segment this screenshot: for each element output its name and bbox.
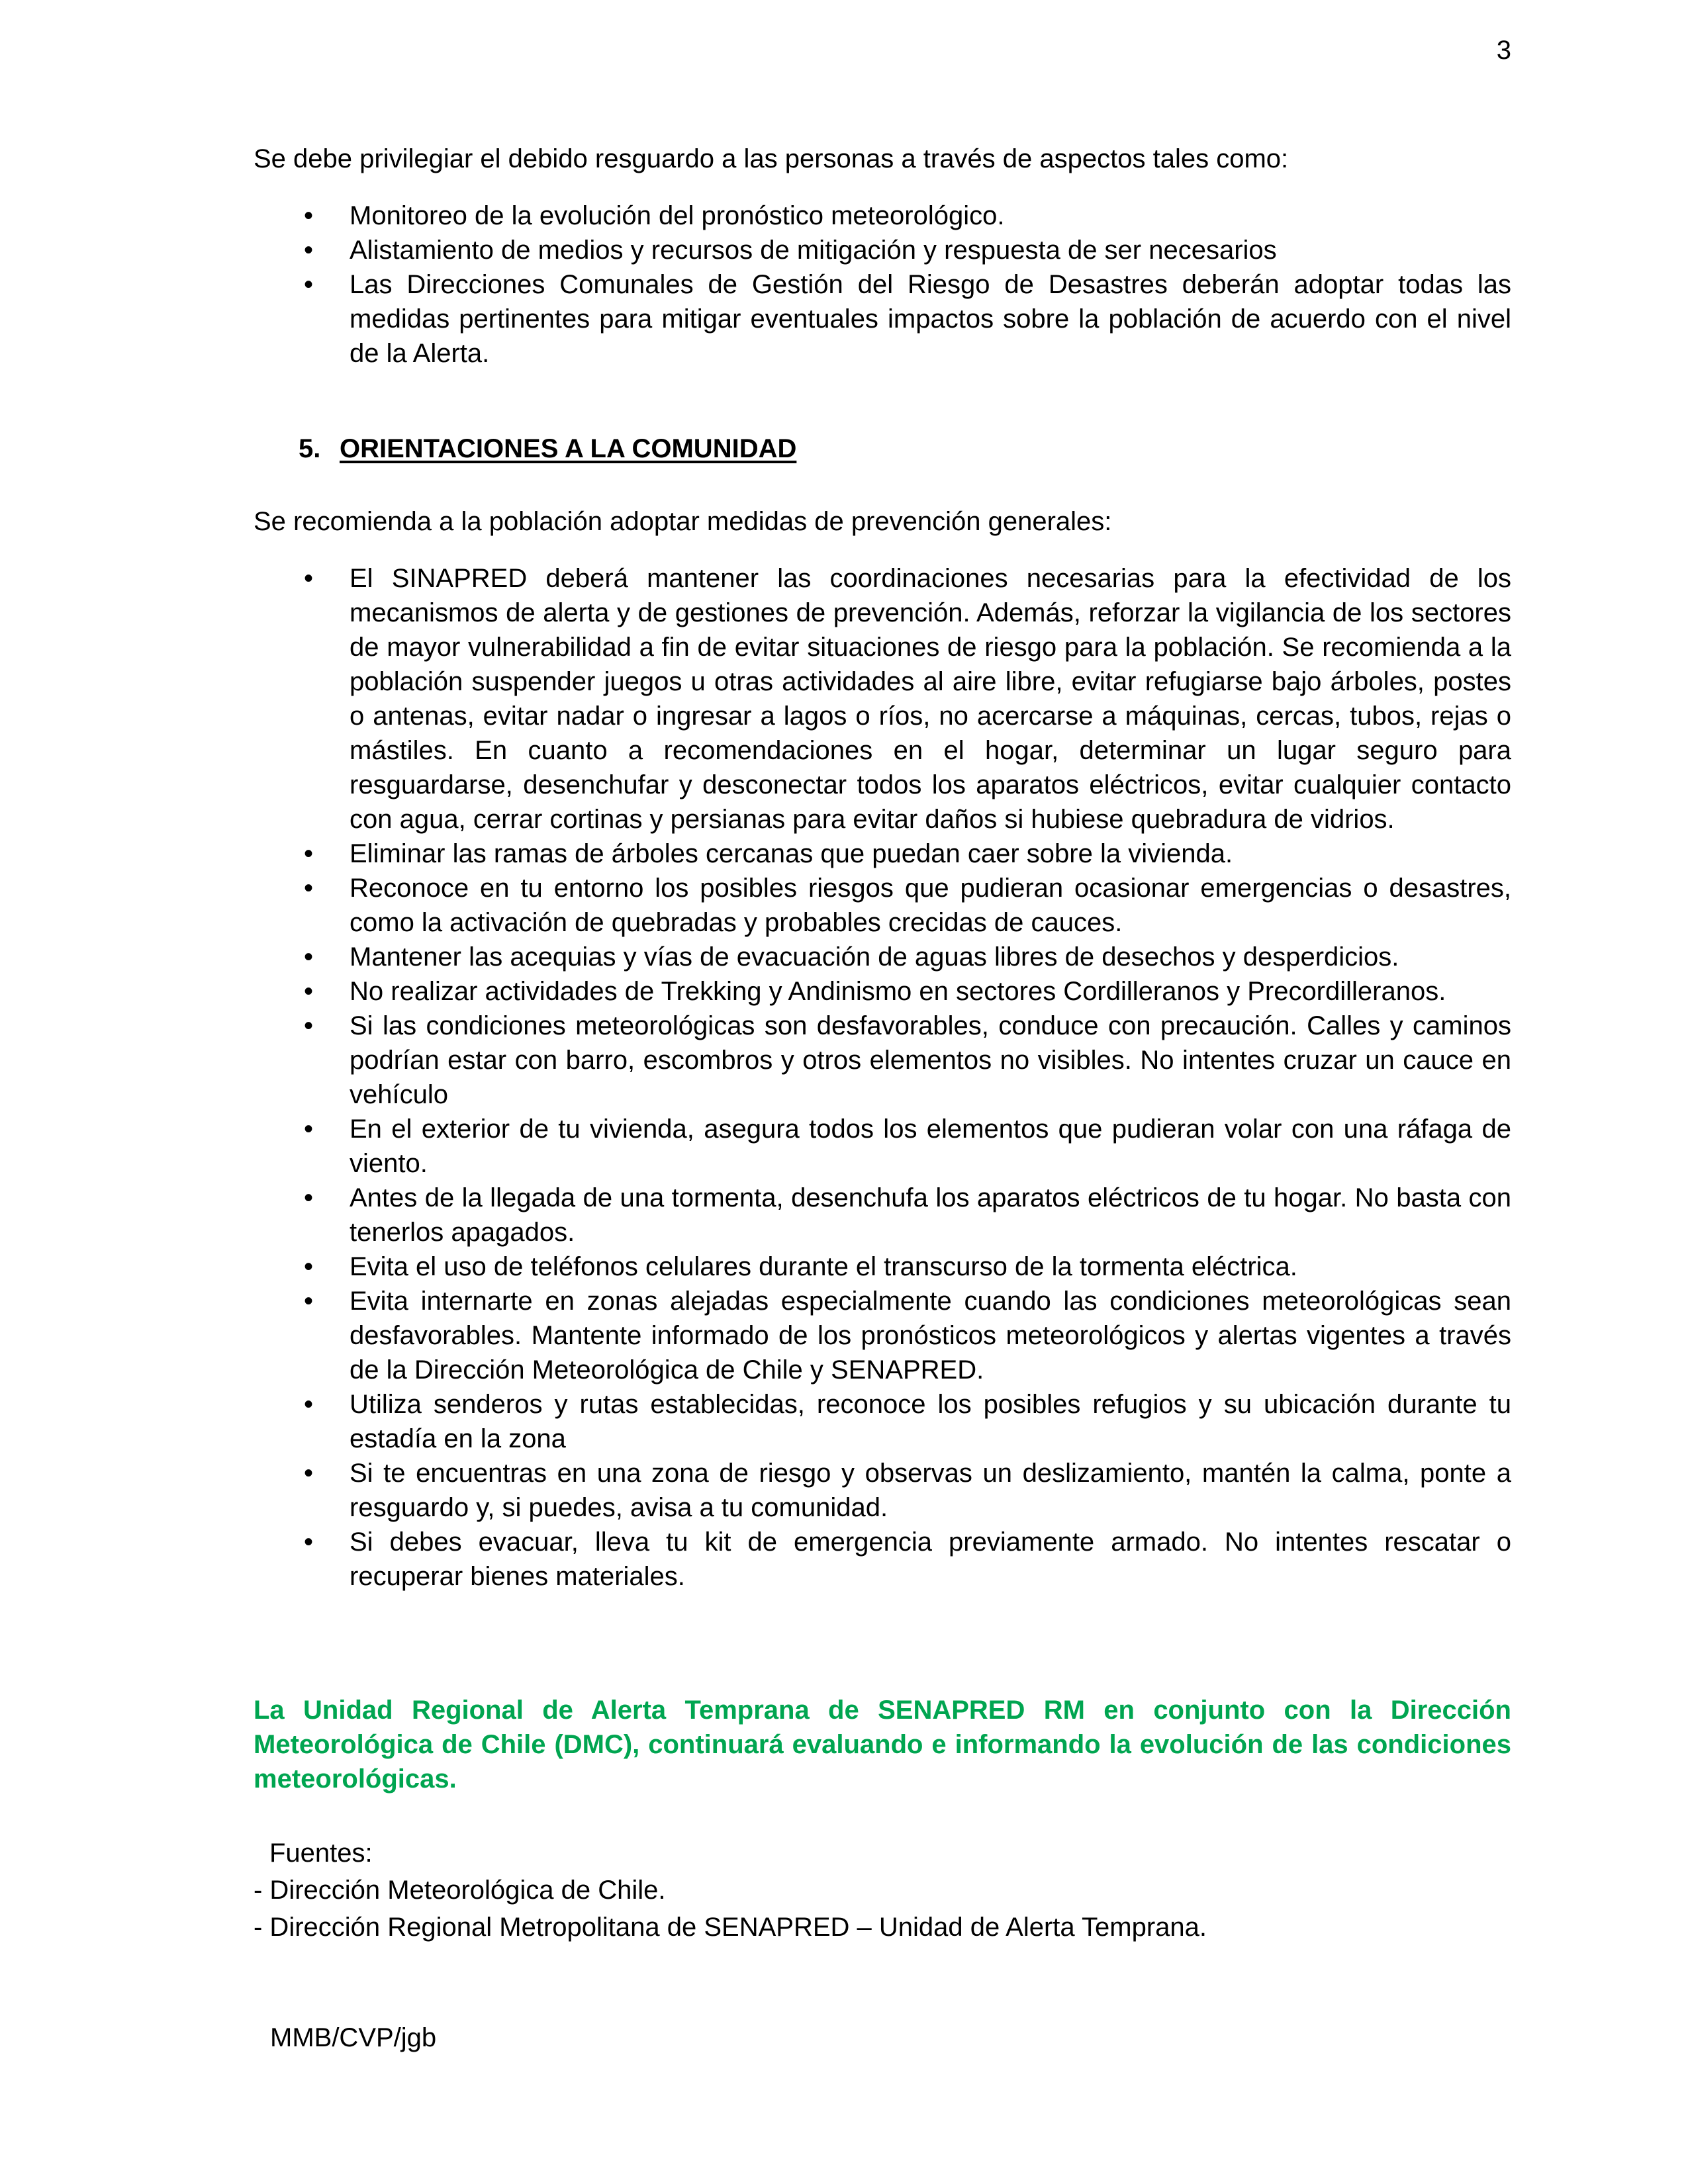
list-item-text: Utiliza senderos y rutas establecidas, reconoce los posibles refugios y su ubicación durante tu estadía en la zona — [350, 1390, 1511, 1453]
list-item — [254, 1112, 1511, 1181]
bullet-icon: • — [304, 270, 314, 299]
spacer — [254, 1594, 1511, 1693]
bullet-icon: • — [304, 839, 314, 868]
section-number: 5. — [299, 434, 321, 463]
bullet-icon: • — [304, 1287, 314, 1316]
list-item — [254, 1250, 1511, 1284]
list-item-text: Eliminar las ramas de árboles cercanas que puedan caer sobre la vivienda. — [350, 839, 1233, 868]
list-item — [254, 1284, 1511, 1387]
section-title: ORIENTACIONES A LA COMUNIDAD — [340, 434, 797, 463]
bullet-icon: • — [304, 201, 314, 230]
list-item-text: Evita internarte en zonas alejadas especialmente cuando las condiciones meteorológicas sean desfavorables. Mantente informado de los pronósticos meteorológicos y alertas vigentes a través de la Dirección Meteorológica de Chile y SENAPRED. — [350, 1287, 1511, 1385]
bullet-icon: • — [304, 1115, 314, 1144]
closing-statement: La Unidad Regional de Alerta Temprana de SENAPRED RM en conjunto con la Dirección Meteorológica de Chile (DMC), continuará evaluando e informando la evolución de las condiciones meteorológicas. — [254, 1696, 1511, 1794]
community-bullet-list — [254, 561, 1511, 1594]
bullet-icon: • — [304, 1527, 314, 1557]
list-item — [254, 1525, 1511, 1594]
sources-label: Fuentes: — [269, 1839, 373, 1868]
list-item-text: Mantener las acequias y vías de evacuación de aguas libres de desechos y desperdicios. — [350, 942, 1399, 972]
list-item — [254, 871, 1511, 940]
spacer — [254, 539, 1511, 561]
list-item-text: En el exterior de tu vivienda, asegura todos los elementos que pudieran volar con una ráfaga de viento. — [350, 1115, 1511, 1178]
bullet-icon: • — [304, 564, 314, 593]
list-item-text: Si debes evacuar, lleva tu kit de emergencia previamente armado. No intentes rescatar o recuperar bienes materiales. — [350, 1527, 1511, 1591]
list-item-text: No realizar actividades de Trekking y Andinismo en sectores Cordilleranos y Precordilleranos. — [350, 977, 1446, 1006]
list-item — [254, 837, 1511, 871]
list-item — [254, 1009, 1511, 1112]
list-item-text: Las Direcciones Comunales de Gestión del Riesgo de Desastres deberán adoptar todas las medidas pertinentes para mitigar eventuales impactos sobre la población de acuerdo con el nivel de la Alerta. — [350, 270, 1511, 368]
bullet-icon: • — [304, 1459, 314, 1488]
list-item-text: Si las condiciones meteorológicas son desfavorables, conduce con precaución. Calles y caminos podrían estar con barro, escombros y otros elementos no visibles. No intentes cruzar un cauce en vehículo — [350, 1011, 1511, 1109]
bullet-icon: • — [304, 1390, 314, 1419]
list-item — [254, 1181, 1511, 1250]
bullet-icon: • — [304, 1183, 314, 1212]
list-item-text: Monitoreo de la evolución del pronóstico meteorológico. — [350, 201, 1005, 230]
bullet-icon: • — [304, 874, 314, 903]
list-item-text: Alistamiento de medios y recursos de mitigación y respuesta de ser necesarios — [350, 236, 1277, 265]
list-item — [254, 1456, 1511, 1525]
list-item — [254, 940, 1511, 974]
bullet-icon: • — [304, 942, 314, 972]
source-item: - Dirección Regional Metropolitana de SENAPRED – Unidad de Alerta Temprana. — [254, 1913, 1207, 1942]
list-item — [254, 1387, 1511, 1456]
list-item — [254, 199, 1511, 233]
source-item: - Dirección Meteorológica de Chile. — [254, 1876, 666, 1905]
bullet-icon: • — [304, 1252, 314, 1281]
section-heading — [299, 432, 1511, 466]
spacer — [254, 371, 1511, 432]
document-body — [254, 142, 1511, 1946]
sources-block — [254, 1835, 1511, 1946]
list-item-text: Evita el uso de teléfonos celulares durante el transcurso de la tormenta eléctrica. — [350, 1252, 1297, 1281]
list-item-text: Antes de la llegada de una tormenta, desenchufa los aparatos eléctricos de tu hogar. No basta con tenerlos apagados. — [350, 1183, 1511, 1247]
intro-paragraph: Se debe privilegiar el debido resguardo a las personas a través de aspectos tales como: — [254, 144, 1289, 173]
spacer — [254, 176, 1511, 199]
list-item-text: Si te encuentras en una zona de riesgo y observas un deslizamiento, mantén la calma, ponte a resguardo y, si puedes, avisa a tu comunidad. — [350, 1459, 1511, 1522]
footer-initials: MMB/CVP/jgb — [270, 2023, 437, 2052]
bullet-icon: • — [304, 236, 314, 265]
spacer — [254, 466, 1511, 504]
bullet-icon: • — [304, 1011, 314, 1040]
list-item-text: Reconoce en tu entorno los posibles riesgos que pudieran ocasionar emergencias o desastres, como la activación de quebradas y probables crecidas de cauces. — [350, 874, 1511, 937]
section-intro-paragraph: Se recomienda a la población adoptar medidas de prevención generales: — [254, 507, 1112, 536]
list-item — [254, 267, 1511, 371]
list-item — [254, 974, 1511, 1009]
top-bullet-list — [254, 199, 1511, 371]
list-item-text: El SINAPRED deberá mantener las coordinaciones necesarias para la efectividad de los mecanismos de alerta y de gestiones de prevención. Además, reforzar la vigilancia de los sectores de mayor vulnerabilidad a fin de evitar situaciones de riesgo para la población. Se recomienda a la población suspender juegos u otras actividades al aire libre, evitar refugiarse bajo árboles, postes o antenas, evitar nadar o ingresar a lagos o ríos, no acercarse a máquinas, cercas, tubos, rejas o mástiles. En cuanto a recomendaciones en el hogar, determinar un lugar seguro para resguardarse, desenchufar y desconectar todos los aparatos eléctricos, evitar cualquier contacto con agua, cerrar cortinas y persianas para evitar daños si hubiese quebradura de vidrios. — [350, 564, 1511, 834]
list-item — [254, 561, 1511, 837]
spacer — [254, 1796, 1511, 1835]
list-item — [254, 233, 1511, 267]
page-number: 3 — [1496, 36, 1511, 65]
bullet-icon: • — [304, 977, 314, 1006]
